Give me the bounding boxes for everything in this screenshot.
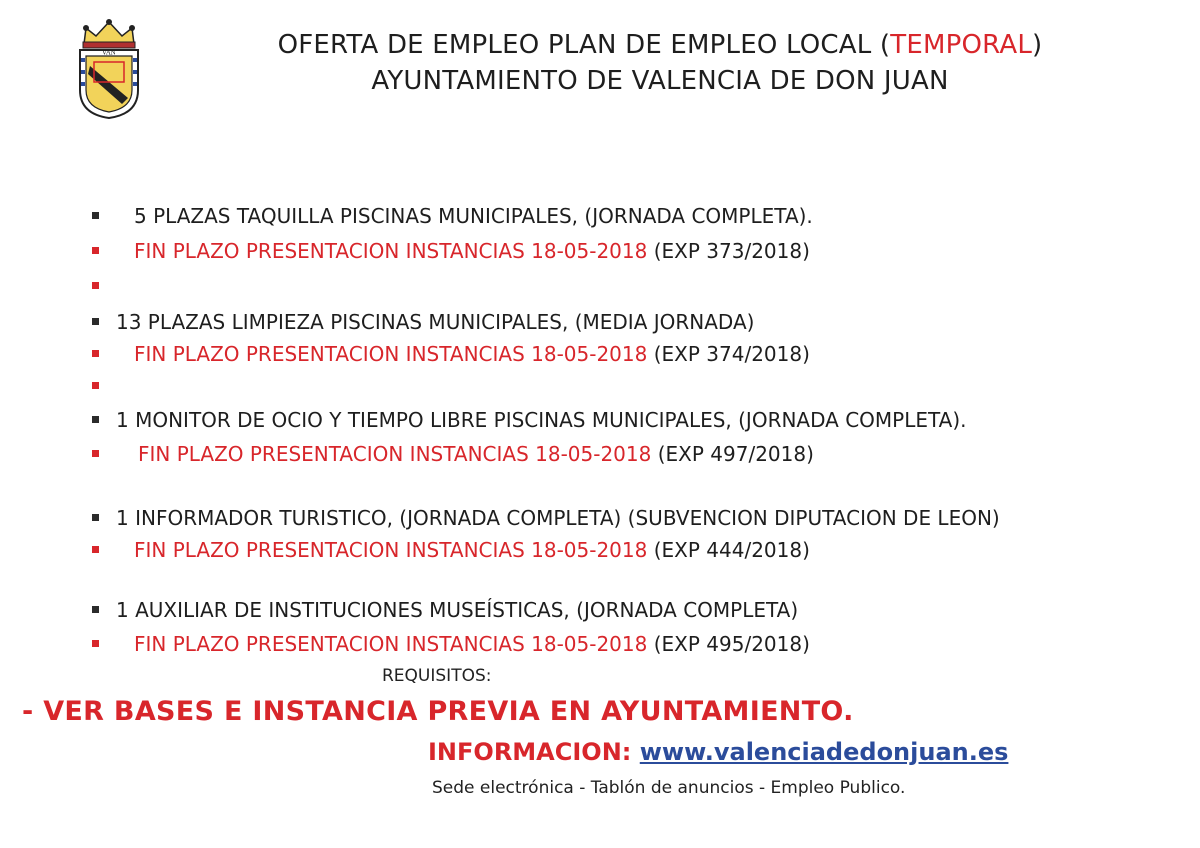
- offer-deadline-2: [134, 342, 810, 366]
- bullet-icon: [92, 416, 99, 423]
- bullet-icon: [92, 282, 99, 289]
- bullet-icon: [92, 382, 99, 389]
- exp-number: (EXP 495/2018): [653, 632, 810, 656]
- bullet-icon: [92, 350, 99, 357]
- bullet-icon: [92, 640, 99, 647]
- offer-deadline-5: [134, 632, 810, 656]
- exp-number: (EXP 497/2018): [657, 442, 814, 466]
- info-label: INFORMACION:: [428, 738, 632, 766]
- deadline-text: FIN PLAZO PRESENTACION INSTANCIAS 18-05-2018: [134, 538, 648, 562]
- offer-position-4: 1 INFORMADOR TURISTICO, (JORNADA COMPLETA) (SUBVENCION DIPUTACION DE LEON): [116, 506, 1000, 530]
- offer-position-1: 5 PLAZAS TAQUILLA PISCINAS MUNICIPALES, (JORNADA COMPLETA).: [134, 204, 813, 228]
- offer-position-5: 1 AUXILIAR DE INSTITUCIONES MUSEÍSTICAS, (JORNADA COMPLETA): [116, 598, 799, 622]
- deadline-text: FIN PLAZO PRESENTACION INSTANCIAS 18-05-2018: [134, 632, 648, 656]
- bases-notice: - VER BASES E INSTANCIA PREVIA EN AYUNTAMIENTO.: [22, 696, 854, 727]
- title-prefix: OFERTA DE EMPLEO PLAN DE EMPLEO LOCAL (: [277, 30, 891, 60]
- offer-position-2: 13 PLAZAS LIMPIEZA PISCINAS MUNICIPALES, (MEDIA JORNADA): [116, 310, 755, 334]
- crest-motto: VAN: [102, 49, 116, 57]
- exp-number: (EXP 373/2018): [653, 239, 810, 263]
- bullet-icon: [92, 247, 99, 254]
- offer-deadline-1: [134, 239, 810, 263]
- title-highlight: TEMPORAL: [890, 30, 1033, 60]
- bullet-icon: [92, 212, 99, 219]
- exp-number: (EXP 374/2018): [653, 342, 810, 366]
- exp-number: (EXP 444/2018): [653, 538, 810, 562]
- deadline-text: FIN PLAZO PRESENTACION INSTANCIAS 18-05-2018: [134, 239, 648, 263]
- bullet-icon: [92, 606, 99, 613]
- offer-deadline-4: [134, 538, 810, 562]
- sede-text: Sede electrónica - Tablón de anuncios - Empleo Publico.: [432, 778, 906, 798]
- deadline-text: FIN PLAZO PRESENTACION INSTANCIAS 18-05-2018: [134, 342, 648, 366]
- offer-deadline-3: [138, 442, 814, 466]
- bullet-icon: [92, 514, 99, 521]
- website-link[interactable]: www.valenciadedonjuan.es: [639, 738, 1009, 766]
- page-title: [110, 30, 1200, 60]
- requirements-label: REQUISITOS:: [382, 666, 492, 686]
- info-line: [428, 738, 1008, 766]
- bullet-icon: [92, 546, 99, 553]
- bullet-icon: [92, 450, 99, 457]
- bullet-icon: [92, 318, 99, 325]
- title-suffix: ): [1032, 30, 1043, 60]
- page-subtitle: AYUNTAMIENTO DE VALENCIA DE DON JUAN: [371, 66, 949, 96]
- offer-position-3: 1 MONITOR DE OCIO Y TIEMPO LIBRE PISCINAS MUNICIPALES, (JORNADA COMPLETA).: [116, 408, 967, 432]
- deadline-text: FIN PLAZO PRESENTACION INSTANCIAS 18-05-2018: [138, 442, 652, 466]
